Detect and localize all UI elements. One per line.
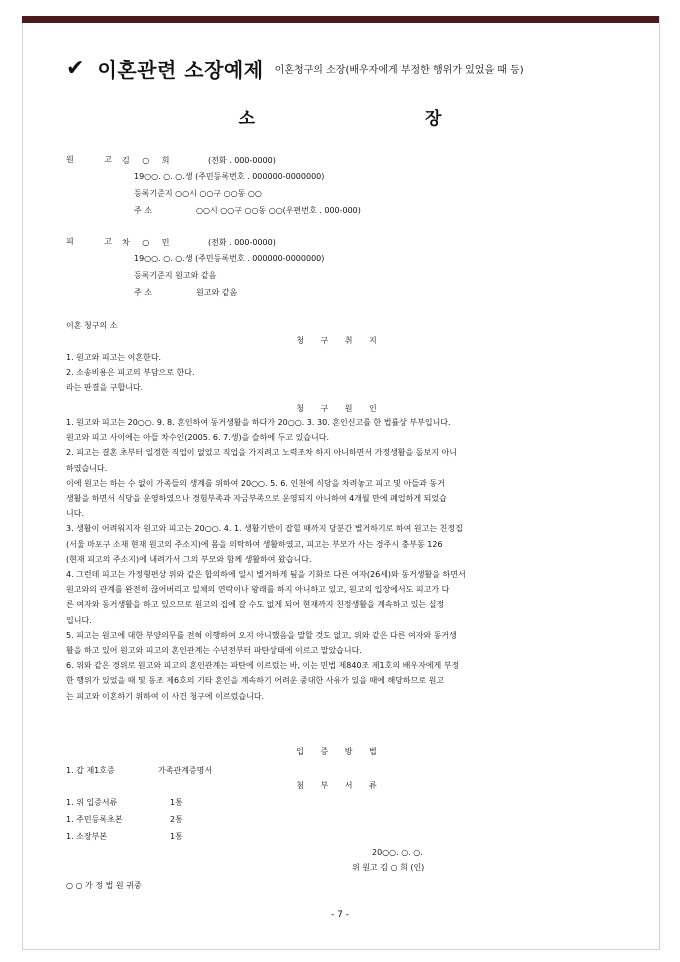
defendant-phone: (전화 . 000-0000) bbox=[208, 238, 276, 247]
defendant-address-label: 주 소 bbox=[134, 288, 152, 297]
purpose-item: 라는 판결을 구합니다. bbox=[66, 383, 144, 392]
header-bar bbox=[22, 16, 659, 23]
attachments-heading: 첨 부 서 류 bbox=[296, 781, 384, 790]
defendant-name: 차 ○ 민 bbox=[122, 238, 175, 247]
cause-line: 활을 하고 있어 원고와 피고의 혼인관계는 수년전부터 파탄상태에 이르고 말았습니다. bbox=[66, 646, 362, 656]
cause-line: 한 행위가 있었을 때 및 동조 제6호의 기타 혼인을 계속하기 어려운 중대한 사유가 있을 때에 해당하므로 원고 bbox=[66, 676, 445, 686]
cause-heading: 청 구 원 인 bbox=[296, 404, 384, 413]
cause-line: 2. 피고는 결혼 초부터 일정한 직업이 없었고 직업을 가지려고 노력조차 하지 아니하면서 가정생활을 돌보지 아니 bbox=[66, 448, 457, 458]
signature: 위 원고 김 ○ 희 (인) bbox=[352, 863, 425, 872]
attachment-count: 1통 bbox=[170, 832, 183, 841]
cause-line: 하였습니다. bbox=[66, 463, 108, 473]
cause-line: 원고와의 관계를 완전히 끊어버리고 일체의 연락이나 왕래를 하지 아니하고 있고, 원고의 입장에서도 피고가 다 bbox=[66, 585, 450, 595]
court-name: ○ ○ 가 정 법 원 귀중 bbox=[66, 881, 142, 890]
purpose-item: 2. 소송비용은 피고의 부담으로 한다. bbox=[66, 368, 195, 377]
evidence-heading: 입 증 방 법 bbox=[296, 747, 384, 756]
cause-line: (서울 마포구 소재 현재 원고의 주소지)에 몸을 의탁하여 생활하였고, 피고는 부모가 사는 경주시 충부동 126 bbox=[66, 539, 443, 549]
page-number: - 7 - bbox=[331, 910, 349, 920]
cause-line: 이에 원고는 하는 수 없이 가족들의 생계를 위하여 20○○. 5. 6. 인천에 식당을 차려놓고 피고 및 아들과 동거 bbox=[66, 478, 445, 488]
attachment-name: 1. 위 입증서류 bbox=[66, 798, 118, 807]
attachment-count: 1통 bbox=[170, 798, 183, 807]
plaintiff-phone: (전화 . 000-0000) bbox=[208, 156, 276, 165]
cause-line: 니다. bbox=[66, 509, 84, 519]
attachment-name: 1. 주민등록초본 bbox=[66, 815, 123, 824]
plaintiff-birth: 19○○. ○. ○.생 (주민등록번호 . 000000-0000000) bbox=[134, 172, 325, 181]
section-subtitle: 이혼청구의 소장(배우자에게 부정한 행위가 있었을 때 등) bbox=[274, 65, 524, 76]
attachment-count: 2통 bbox=[170, 815, 183, 824]
plaintiff-role: 원 고 bbox=[66, 155, 126, 164]
cause-line: 6. 위와 같은 경위로 원고와 피고의 혼인관계는 파탄에 이르렀는 바, 이는 민법 제840조 제1호의 배우자에게 부정 bbox=[66, 661, 460, 671]
purpose-list bbox=[66, 350, 626, 395]
section-header bbox=[66, 54, 626, 84]
cause-line: 생활을 하면서 식당을 운영하였으나 경험부족과 자금부족으로 운영되지 아니하여 4개월 만에 폐업하게 되었습 bbox=[66, 494, 447, 504]
defendant-address: 원고와 같음 bbox=[196, 288, 238, 297]
plaintiff-address: ○○시 ○○구 ○○동 ○○(우편번호 . 000-000) bbox=[196, 206, 361, 215]
cause-line: 른 여자와 동거생활을 하고 있으므로 원고의 집에 갈 수도 없게 되어 현재까지 친정생활을 계속하고 있는 실정 bbox=[66, 600, 445, 610]
document-title: 소 장 bbox=[238, 109, 524, 129]
cause-line: 3. 생활이 어려워지자 원고와 피고는 20○○. 4. 1. 생활기반이 잡힐 때까지 당분간 별거하기로 하여 원고는 친정집 bbox=[66, 524, 463, 534]
cause-line: 원고와 피고 사이에는 아들 차수인(2005. 6. 7.생)을 슬하에 두고 있습니다. bbox=[66, 433, 330, 443]
plaintiff-registry: 등록기준지 ○○시 ○○구 ○○동 ○○ bbox=[134, 189, 262, 198]
defendant-birth: 19○○. ○. ○.생 (주민등록번호 . 000000-0000000) bbox=[134, 254, 325, 263]
cause-line: 는 피고와 이혼하기 위하여 이 사건 청구에 이르렀습니다. bbox=[66, 691, 265, 701]
defendant-registry: 등록기준지 원고와 같음 bbox=[134, 271, 217, 280]
check-icon: ✔ bbox=[66, 56, 85, 81]
attachment-name: 1. 소장부본 bbox=[66, 832, 108, 841]
section-title: 이혼관련 소장예제 bbox=[97, 58, 264, 82]
evidence-item-name: 가족관계증명서 bbox=[158, 766, 213, 775]
purpose-heading: 청 구 취 지 bbox=[296, 336, 384, 345]
plaintiff-address-label: 주 소 bbox=[134, 206, 152, 215]
cause-line: 5. 피고는 원고에 대한 부양의무를 전혀 이행하여 오지 아니했음을 말할 것도 없고, 위와 같은 다른 여자와 동거생 bbox=[66, 630, 457, 640]
plaintiff-name: 김 ○ 희 bbox=[122, 156, 175, 165]
cause-line: 4. 그런데 피고는 가정형편상 위와 같은 합의하에 일시 별거하게 됨을 기화로 다른 여자(26세)와 동거생활을 하면서 bbox=[66, 570, 466, 580]
claim-type: 이혼 청구의 소 bbox=[66, 321, 118, 330]
document-date: 20○○. ○. ○. bbox=[372, 848, 423, 857]
purpose-item: 1. 원고와 피고는 이혼한다. bbox=[66, 353, 162, 362]
evidence-item-no: 1. 갑 제1호증 bbox=[66, 766, 115, 775]
cause-line: (현재 피고의 주소지)에 내려가서 그의 부모와 함께 생활하여 왔습니다. bbox=[66, 554, 312, 564]
cause-list bbox=[66, 415, 626, 704]
cause-line: 1. 원고와 피고는 20○○. 9. 8. 혼인하여 동거생활을 하다가 20○○. 3. 30. 혼인신고를 한 법률상 부부입니다. bbox=[66, 418, 451, 427]
defendant-role: 피 고 bbox=[66, 237, 126, 246]
cause-line: 입니다. bbox=[66, 615, 92, 625]
